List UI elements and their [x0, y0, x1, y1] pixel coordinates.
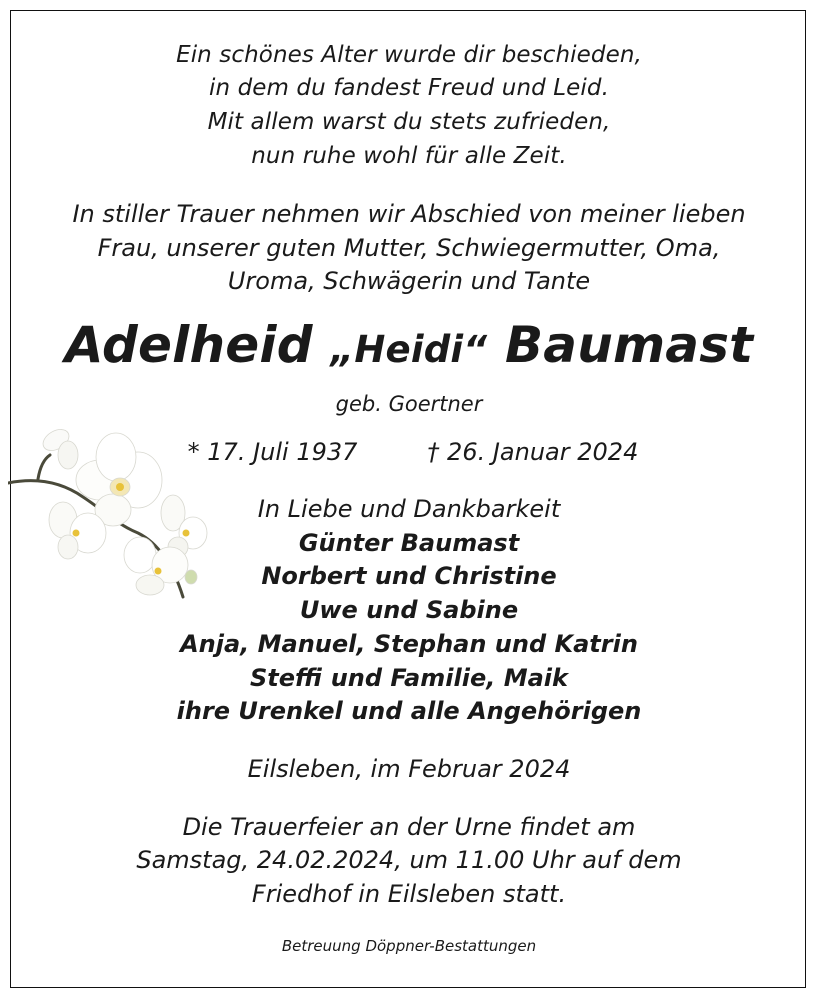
service-line: Friedhof in Eilsleben statt. — [251, 880, 567, 908]
nickname: „Heidi“ — [330, 328, 488, 371]
death-date: † 26. Januar 2024 — [427, 438, 639, 466]
mourner-name: ihre Urenkel und alle Angehörigen — [176, 697, 642, 725]
intro-line: In stiller Trauer nehmen wir Abschied von meiner lieben — [72, 200, 746, 228]
mourner-name: Uwe und Sabine — [299, 596, 519, 624]
mourner-name: Norbert und Christine — [261, 562, 557, 590]
intro-line: Uroma, Schwägerin und Tante — [227, 267, 591, 295]
mourner-name: Anja, Manuel, Stephan und Katrin — [180, 630, 638, 658]
place-date: Eilsleben, im Februar 2024 — [247, 755, 571, 783]
service-line: Samstag, 24.02.2024, um 11.00 Uhr auf dem — [136, 846, 682, 874]
birth-date: * 17. Juli 1937 — [187, 438, 358, 466]
service-line: Die Trauerfeier an der Urne findet am — [182, 813, 636, 841]
poem-line: Ein schönes Alter wurde dir beschieden, — [176, 42, 642, 68]
poem-line: Mit allem warst du stets zufrieden, — [207, 109, 611, 135]
birth-name: geb. Goertner — [335, 392, 483, 416]
last-name: Baumast — [504, 316, 754, 374]
first-name: Adelheid — [64, 316, 313, 374]
mourner-name: Günter Baumast — [298, 529, 520, 557]
intro-line: Frau, unserer guten Mutter, Schwiegermutter, Oma, — [97, 234, 721, 262]
poem-line: nun ruhe wohl für alle Zeit. — [251, 143, 567, 169]
mourner-name: Steffi und Familie, Maik — [250, 664, 568, 692]
poem-line: in dem du fandest Freud und Leid. — [208, 75, 610, 101]
mourners-header: In Liebe und Dankbarkeit — [257, 495, 561, 523]
deceased-name — [0, 316, 818, 374]
undertaker-credit: Betreuung Döppner-Bestattungen — [281, 937, 537, 955]
